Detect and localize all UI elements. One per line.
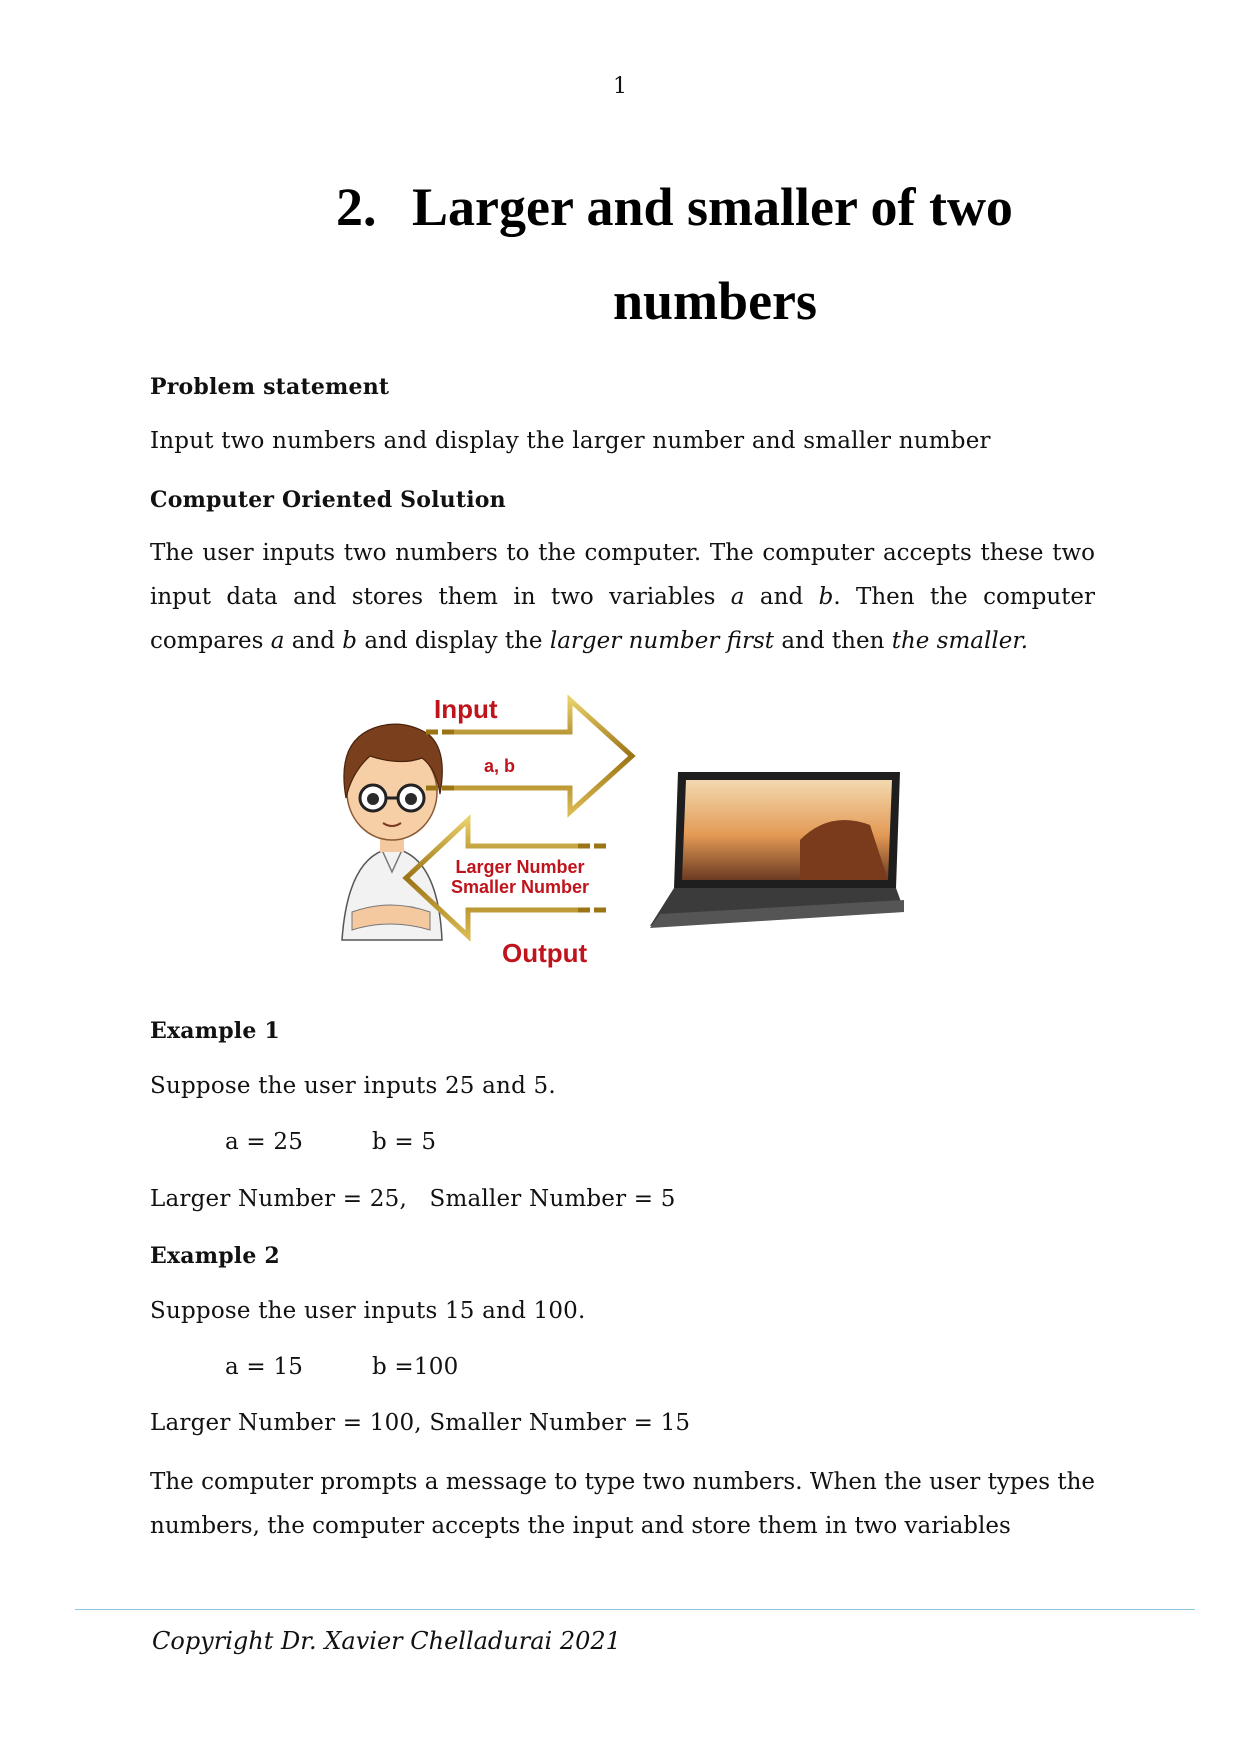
footer-divider — [75, 1609, 1195, 1610]
page-title-line2: numbers — [612, 271, 818, 331]
output-line1: Larger Number — [455, 857, 585, 877]
example1-heading: Example 1 — [150, 1018, 280, 1044]
output-line2: Smaller Number — [450, 877, 590, 897]
solution-heading: Computer Oriented Solution — [150, 487, 506, 513]
solution-paragraph: The user inputs two numbers to the computer. The computer accepts these two input data and stores them in two variables a and b. Then the computer compares a and b and display the larger number first and then the smaller. — [150, 540, 1095, 654]
output-label: Output — [502, 938, 588, 968]
example1-result: Larger Number = 25, Smaller Number = 5 — [150, 1186, 676, 1212]
problem-text: Input two numbers and display the larger number and smaller number — [150, 428, 991, 454]
page-title-line1: Larger and smaller of two — [412, 177, 1013, 237]
example2-result: Larger Number = 100, Smaller Number = 15 — [150, 1410, 691, 1436]
chapter-number: 2. — [336, 177, 377, 237]
example2-b: b =100 — [372, 1354, 459, 1380]
example1-intro: Suppose the user inputs 25 and 5. — [150, 1073, 556, 1099]
input-output-diagram — [330, 690, 930, 1000]
user-avatar — [342, 724, 442, 940]
closing-paragraph: The computer prompts a message to type two numbers. When the user types the numbers, the computer accepts the input and store them in two variables — [150, 1469, 1095, 1539]
example2-heading: Example 2 — [150, 1243, 280, 1269]
input-label: Input — [434, 694, 498, 724]
input-vars-label: a, b — [484, 756, 516, 776]
footer-copyright: Copyright Dr. Xavier Chelladurai 2021 — [152, 1627, 621, 1655]
page-number: 1 — [613, 74, 627, 99]
laptop-icon — [650, 772, 904, 928]
example2-intro: Suppose the user inputs 15 and 100. — [150, 1298, 586, 1324]
problem-heading: Problem statement — [150, 374, 390, 400]
example2-a: a = 15 — [225, 1354, 304, 1380]
example1-b: b = 5 — [372, 1129, 437, 1155]
example1-a: a = 25 — [225, 1129, 304, 1155]
